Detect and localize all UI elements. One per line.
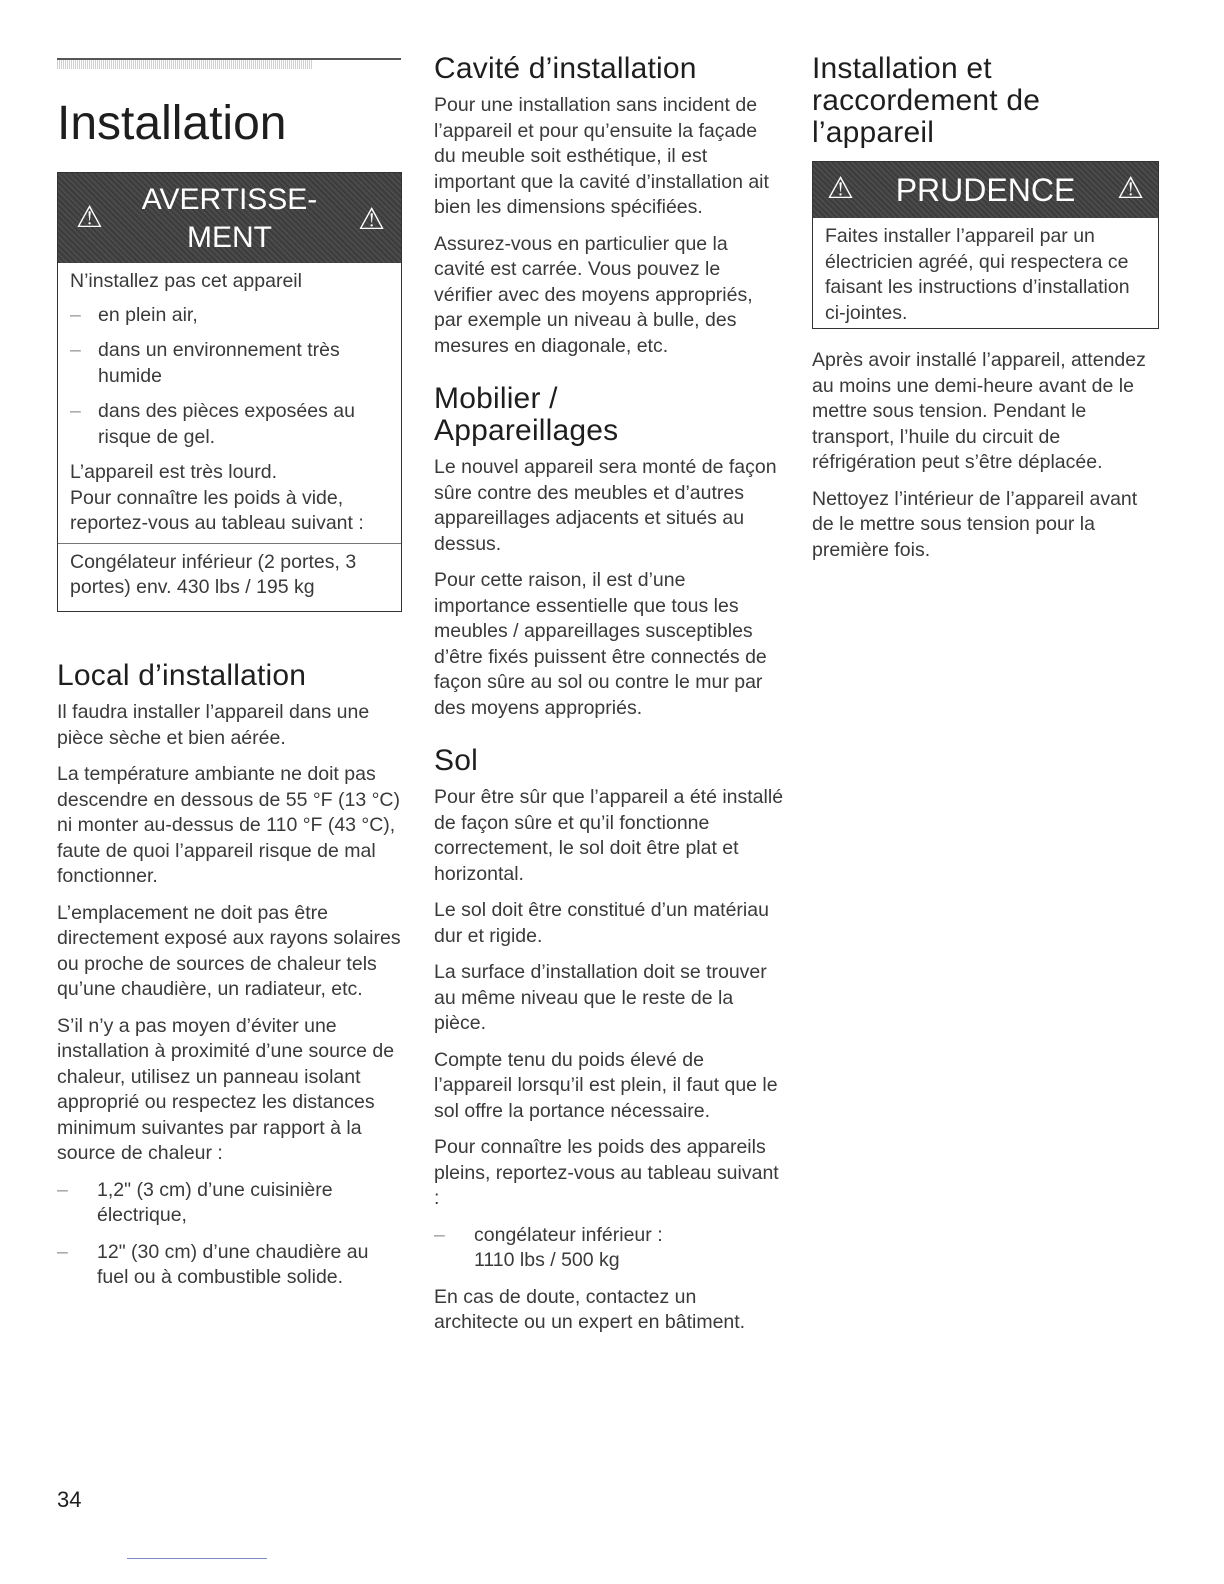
caution-label: PRUDENCE bbox=[895, 172, 1076, 208]
paragraph: Le sol doit être constitué d’un matériau dur et rigide. bbox=[434, 899, 769, 947]
caution-body bbox=[813, 218, 1158, 332]
caution-text: Faites installer l’appareil par un électricien agréé, qui respectera ce faisant les instructions d’installation ci-jointes. bbox=[825, 225, 1130, 324]
list-item: – dans des pièces exposées au risque de gel. bbox=[70, 400, 355, 448]
paragraph: Il faudra installer l’appareil dans une pièce sèche et bien aérée. bbox=[57, 701, 370, 749]
caution-box bbox=[812, 161, 1159, 329]
list-item: – en plein air, bbox=[70, 303, 198, 326]
decorative-pattern bbox=[57, 60, 313, 69]
paragraph: L’emplacement ne doit pas être directement exposé aux rayons solaires ou proche de sources de chaleur tels qu’une chaudière, un radiateur, etc. bbox=[57, 901, 401, 1000]
warning-box bbox=[57, 172, 402, 612]
section-heading: Local d’installation bbox=[57, 659, 307, 692]
weight-note: L’appareil est très lourd. bbox=[70, 461, 278, 483]
paragraph: Pour connaître les poids des appareils pleins, reportez-vous au tableau suivant : bbox=[434, 1136, 779, 1209]
divider bbox=[58, 543, 401, 544]
warning-triangle-icon: ⚠ bbox=[1117, 172, 1144, 205]
section-heading: Sol bbox=[434, 744, 478, 777]
section-raccordement-text bbox=[812, 348, 1162, 574]
warning-triangle-icon: ⚠ bbox=[358, 203, 385, 236]
caution-header bbox=[813, 162, 1158, 218]
weight-table-row: Congélateur inférieur (2 portes, 3 portes) env. 430 lbs / 195 kg bbox=[70, 550, 357, 598]
page-title: Installation bbox=[57, 97, 287, 150]
list-item: – congélateur inférieur : 1110 lbs / 500 kg bbox=[434, 1223, 663, 1271]
warning-heading-line2: MENT bbox=[187, 221, 272, 254]
warning-triangle-icon: ⚠ bbox=[76, 201, 103, 234]
section-heading: Cavité d’installation bbox=[434, 52, 697, 85]
paragraph: Après avoir installé l’appareil, attendez au moins une demi-heure avant de le mettre sous tension. Pendant le transport, l’huile du circuit de réfrigération peut s’être déplacée. bbox=[812, 349, 1146, 473]
section-heading: Mobilier / Appareillages bbox=[434, 382, 619, 447]
paragraph: Le nouvel appareil sera monté de façon sûre contre des meubles et d’autres appareillages adjacents et situés au dessus. bbox=[434, 456, 777, 555]
warning-list bbox=[70, 303, 389, 451]
paragraph: La température ambiante ne doit pas descendre en dessous de 55 °F (13 °C) ni monter au-dessus de 110 °F (43 °C), faute de quoi l’appareil risque de mal fonctionner. bbox=[57, 763, 400, 887]
warning-heading-line1: AVERTISSE- bbox=[141, 183, 318, 216]
warning-triangle-icon: ⚠ bbox=[827, 172, 854, 205]
weight-list bbox=[434, 1223, 784, 1274]
paragraph: En cas de doute, contactez un architecte ou un expert en bâtiment. bbox=[434, 1285, 746, 1333]
paragraph: Compte tenu du poids élevé de l’appareil lorsqu’il est plein, il faut que le sol offre la portance nécessaire. bbox=[434, 1048, 778, 1122]
paragraph: Pour être sûr que l’appareil a été installé de façon sûre et qu’il fonctionne correctement, le sol doit être plat et horizontal. bbox=[434, 786, 784, 885]
footer-line bbox=[127, 1558, 267, 1559]
column-middle bbox=[434, 53, 784, 1347]
section-heading: Installation et raccordement de l’appareil bbox=[812, 52, 1041, 149]
paragraph: Nettoyez l’intérieur de l’appareil avant de le mettre sous tension pour la première fois. bbox=[812, 487, 1138, 561]
column-right bbox=[812, 53, 1162, 157]
weight-note-2: Pour connaître les poids à vide, reportez-vous au tableau suivant : bbox=[70, 486, 364, 534]
warning-body bbox=[58, 263, 401, 607]
list-item: – 12" (30 cm) d’une chaudière au fuel ou à combustible solide. bbox=[57, 1240, 369, 1288]
page-number: 34 bbox=[57, 1487, 82, 1512]
list-item: – dans un environnement très humide bbox=[70, 339, 340, 387]
section-local bbox=[57, 660, 403, 1302]
paragraph: S’il n’y a pas moyen d’éviter une installation à proximité d’une source de chaleur, utilisez un panneau isolant approprié ou respectez les distances minimum suivantes par rapport à la source de chaleur : bbox=[57, 1014, 395, 1164]
paragraph: Assurez-vous en particulier que la cavité est carrée. Vous pouvez le vérifier avec des moyens appropriés, par exemple un niveau à bulle, des mesures en diagonale, etc. bbox=[434, 232, 753, 357]
warning-intro: N’installez pas cet appareil bbox=[70, 270, 302, 292]
distance-list bbox=[57, 1178, 403, 1291]
list-item: – 1,2" (3 cm) d’une cuisinière électrique, bbox=[57, 1178, 333, 1226]
warning-header bbox=[58, 173, 401, 263]
paragraph: La surface d’installation doit se trouver au même niveau que le reste de la pièce. bbox=[434, 961, 767, 1034]
paragraph: Pour une installation sans incident de l’appareil et pour qu’ensuite la façade du meuble soit esthétique, il est important que la cavité d’installation ait bien les dimensions spécifiées. bbox=[434, 94, 769, 218]
paragraph: Pour cette raison, il est d’une importance essentielle que tous les meubles / appareillages susceptibles d’être fixés puissent être connectés de façon sûre au sol ou contre le mur par des moyens appropriés. bbox=[434, 569, 767, 719]
